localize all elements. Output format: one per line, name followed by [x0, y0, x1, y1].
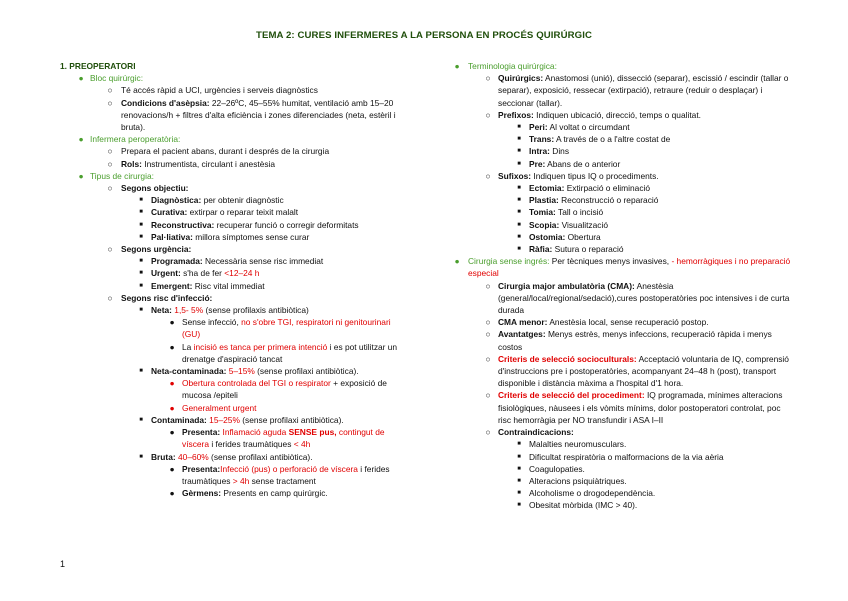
list-item: [60, 182, 400, 194]
list-item: [60, 255, 400, 267]
highlight-text: no s'obre TGI, respiratori ni genitourinari (GU): [182, 317, 391, 340]
bullet-square-icon: ■: [139, 453, 143, 460]
item-text: Instrumentista, circulant i anestèsia: [141, 158, 276, 169]
item-text: Alteracions psiquiàtriques.: [529, 475, 627, 486]
bullet-square-icon: ■: [517, 221, 521, 228]
item-label: Neta:: [151, 305, 172, 316]
bullet-square-icon: ■: [517, 490, 521, 497]
bullet-square-icon: ■: [517, 465, 521, 472]
list-item: [452, 243, 792, 255]
list-item: [60, 341, 400, 365]
item-label: Urgent:: [151, 268, 181, 279]
list-item: [60, 145, 400, 157]
item-label: Tipus de cirurgia:: [90, 170, 154, 181]
page-number: 1: [60, 559, 66, 569]
bullet-circle-icon: ○: [485, 73, 491, 84]
item-text: Reconstrucció o reparació: [558, 195, 659, 206]
bullet-square-icon: ■: [517, 160, 521, 167]
list-item: [452, 487, 792, 499]
item-label: Trans:: [529, 134, 555, 145]
highlight-text: 1,5- 5%: [171, 305, 204, 316]
bullet-square-icon: ■: [517, 246, 521, 253]
bullet-circle-icon: ○: [485, 329, 491, 340]
item-text: Coagulopaties.: [529, 463, 585, 474]
item-label: Segons urgència:: [121, 244, 192, 255]
bullet-dot-icon: ●: [169, 402, 175, 413]
highlight-text: Inflamació aguda: [220, 427, 289, 438]
item-label: Intra:: [529, 146, 550, 157]
item-text: Menys estrès, menys infeccions, recuperació ràpida i menys costos: [498, 329, 772, 352]
list-item: [452, 316, 792, 328]
highlight-text: - hemorràgiques i no preparació especial: [468, 256, 791, 279]
item-label: Programada:: [151, 256, 203, 267]
list-item: [452, 499, 792, 511]
item-text: Abans de o anterior: [545, 158, 621, 169]
item-text: Anestèsia local, sense recuperació postop.: [547, 317, 709, 328]
bullet-square-icon: ■: [517, 197, 521, 204]
item-text: Alcoholisme o drogodependència.: [529, 488, 656, 499]
list-item: [60, 377, 400, 401]
item-label: Ostomia:: [529, 231, 566, 242]
item-label: Segons objectiu:: [121, 183, 189, 194]
bullet-circle-icon: ○: [485, 427, 491, 438]
list-item: [60, 206, 400, 218]
item-label: Ectomia:: [529, 183, 565, 194]
bullet-square-icon: ■: [517, 136, 521, 143]
list-item: [60, 231, 400, 243]
list-item: [452, 451, 792, 463]
highlight-text: <12–24 h: [224, 268, 260, 279]
right-column: [452, 60, 792, 512]
item-text: millora símptomes sense curar: [192, 231, 310, 242]
item-label: Ràfia:: [529, 244, 553, 255]
item-label: Plastia:: [529, 195, 559, 206]
item-text: Anestèsia (general/local/regional/sedació),cures postoperatòries poc intensives i de curta durada: [498, 280, 790, 316]
list-item: [452, 328, 792, 352]
item-text: A través de o a l'altre costat de: [554, 134, 671, 145]
list-item: [60, 365, 400, 377]
list-item: [60, 414, 400, 426]
highlight-text: contingut de víscera: [182, 427, 385, 450]
list-item: [452, 170, 792, 182]
item-text: Anastomosi (unió), dissecció (separar), escissió / escindir (tallar o separar), exposició, ressecar (extirpació), retraure (reduir o desplaçar) i seccionar (tallar).: [498, 73, 789, 108]
item-text: Té accés ràpid a UCI, urgències i serveis diagnòstics: [121, 85, 318, 96]
highlight-text: incisió es tanca per primera intenció: [193, 341, 328, 352]
list-item: [452, 133, 792, 145]
bullet-dot-icon: ●: [169, 341, 175, 352]
item-label: Pal·liativa:: [151, 231, 193, 242]
bullet-dot-icon: ●: [169, 427, 175, 438]
item-text: Sutura o reparació: [552, 244, 624, 255]
item-label: Rols:: [121, 158, 142, 169]
bullet-circle-icon: ○: [485, 390, 491, 401]
list-item: [452, 145, 792, 157]
bullet-dot-icon: ●: [169, 378, 175, 389]
item-text: (sense profilaxi antibiòtica).: [208, 451, 313, 462]
list-item: [60, 170, 400, 182]
bullet-circle-icon: ○: [107, 85, 113, 96]
item-label: Curativa:: [151, 207, 188, 218]
bullet-square-icon: ■: [139, 221, 143, 228]
item-text: Obesitat mòrbida (IMC > 40).: [529, 500, 638, 511]
item-text: per obtenir diagnòstic: [201, 195, 284, 206]
list-item: [60, 194, 400, 206]
list-item: [452, 475, 792, 487]
bullet-dot-icon: ●: [169, 463, 175, 474]
bullet-dot-icon: ●: [78, 73, 84, 84]
item-label: Prefixos:: [498, 109, 534, 120]
bullet-square-icon: ■: [517, 453, 521, 460]
item-label: Sufixos:: [498, 170, 532, 181]
item-text: Visualització: [559, 219, 608, 230]
list-item: [452, 206, 792, 218]
bullet-dot-icon: ●: [454, 256, 460, 267]
item-text: extirpar o reparar teixit malalt: [187, 207, 299, 218]
bullet-square-icon: ■: [139, 233, 143, 240]
list-item: [60, 133, 400, 145]
item-label: Contraindicacions:: [498, 427, 574, 438]
list-item: [60, 84, 400, 96]
item-text: 22–26ºC, 45–55% humitat, ventilació amb 15–20 renovacions/h + filtres d'alta eficiència i zones diferenciades (neta, estèril i bruta).: [121, 97, 396, 133]
list-item: [452, 231, 792, 243]
item-text: (sense profilaxi antibiòtica).: [239, 414, 344, 425]
item-text: sense tractament: [249, 475, 316, 486]
list-item: [60, 219, 400, 231]
bullet-dot-icon: ●: [78, 170, 84, 181]
item-label: Presenta:: [182, 427, 221, 438]
item-text: Dificultat respiratòria o malformacions de la via aèria: [529, 451, 724, 462]
item-text: i ferides traumàtiques: [209, 439, 294, 450]
highlight-text: < 4h: [293, 439, 311, 450]
section-preoperatori: 1. PREOPERATORI: [60, 61, 136, 71]
item-text: Extirpació o eliminació: [564, 183, 651, 194]
list-item: [452, 280, 792, 317]
list-item: [60, 243, 400, 255]
item-text: Prepara el pacient abans, durant i després de la cirurgia: [121, 146, 330, 157]
list-item: [60, 451, 400, 463]
bullet-square-icon: ■: [517, 209, 521, 216]
list-item: [452, 438, 792, 450]
list-item: [452, 121, 792, 133]
item-label: Condicions d'asèpsia:: [121, 97, 210, 108]
bullet-square-icon: ■: [517, 441, 521, 448]
item-label: Criteris de selecció socioculturals:: [498, 353, 637, 364]
item-text: Risc vital immediat: [192, 280, 265, 291]
bullet-square-icon: ■: [139, 282, 143, 289]
item-text: La: [182, 341, 194, 352]
bullet-circle-icon: ○: [107, 146, 113, 157]
highlight-text: 40–60%: [175, 451, 209, 462]
left-column: [60, 60, 400, 499]
highlight-text: 15–25%: [206, 414, 240, 425]
item-label: Pre:: [529, 158, 546, 169]
item-label: Diagnòstica:: [151, 195, 202, 206]
list-item: [452, 353, 792, 390]
bullet-square-icon: ■: [517, 124, 521, 131]
item-text: i ferides traumàtiques: [182, 463, 390, 486]
item-text: Malalties neuromusculars.: [529, 439, 627, 450]
item-text: Presents en camp quirúrgic.: [221, 488, 328, 499]
item-label: Cirurgia sense ingrés:: [468, 256, 550, 267]
item-label: Reconstructiva:: [151, 219, 215, 230]
bullet-dot-icon: ●: [78, 134, 84, 145]
bullet-square-icon: ■: [139, 258, 143, 265]
item-label: Terminologia quirúrgica:: [468, 61, 557, 71]
item-text: Necessària sense risc immediat: [202, 256, 324, 267]
list-item: [452, 389, 792, 426]
list-item: [60, 402, 400, 414]
bullet-circle-icon: ○: [485, 280, 491, 291]
list-item: [452, 158, 792, 170]
list-item: [452, 72, 792, 109]
bullet-circle-icon: ○: [107, 158, 113, 169]
item-label: CMA menor:: [498, 317, 548, 328]
list-item: [452, 255, 792, 279]
item-label: Presenta:: [182, 463, 221, 474]
section-heading: [60, 60, 400, 72]
item-text: i es pot utilitzar un drenatge d'aspiració tancat: [182, 341, 398, 364]
list-item: [60, 158, 400, 170]
item-label: Contaminada:: [151, 414, 207, 425]
item-label: Tomia:: [529, 207, 556, 218]
bullet-square-icon: ■: [139, 197, 143, 204]
list-item: [60, 463, 400, 487]
list-item: [60, 72, 400, 84]
list-item: [452, 109, 792, 121]
bullet-square-icon: ■: [139, 270, 143, 277]
bullet-circle-icon: ○: [485, 170, 491, 181]
highlight-text: SENSE pus,: [288, 427, 337, 438]
bullet-dot-icon: ●: [169, 488, 175, 499]
list-item: [452, 194, 792, 206]
item-label: Peri:: [529, 122, 548, 133]
item-label: Neta-contaminada:: [151, 366, 227, 377]
bullet-square-icon: ■: [517, 477, 521, 484]
item-label: Quirúrgics:: [498, 73, 544, 84]
list-item: [452, 60, 792, 72]
list-item: [60, 304, 400, 316]
highlight-text: Infecció (pus) o perforació de víscera: [220, 463, 358, 474]
item-text: + exposició de mucosa /epiteli: [182, 378, 387, 401]
item-text: Indiquen ubicació, direcció, temps o qualitat.: [533, 109, 701, 120]
item-label: Bloc quirúrgic:: [90, 73, 144, 84]
list-item: [60, 487, 400, 499]
item-text: Acceptació voluntaria de IQ, comprensió d'instruccions pre i postoperatòries, acompanyant 24–48 h (post), transport disponible i distància màxima a l'hospital d'1 hora.: [498, 353, 789, 389]
item-text: Al voltat o circumdant: [547, 122, 630, 133]
list-item: [60, 267, 400, 279]
item-text: recuperar funció o corregir deformitats: [214, 219, 359, 230]
bullet-circle-icon: ○: [107, 292, 113, 303]
item-text: Indiquen tipus IQ o procediments.: [531, 170, 659, 181]
item-label: Bruta:: [151, 451, 176, 462]
bullet-square-icon: ■: [139, 209, 143, 216]
bullet-circle-icon: ○: [107, 97, 113, 108]
item-text: Sense infecció,: [182, 317, 242, 328]
list-item: [452, 463, 792, 475]
highlight-text: 5–15%: [226, 366, 255, 377]
highlight-text: Obertura controlada del TGI o respirator: [182, 378, 331, 389]
list-item: [60, 280, 400, 292]
list-item: [452, 182, 792, 194]
item-label: Segons risc d'infecció:: [121, 292, 213, 303]
bullet-circle-icon: ○: [485, 109, 491, 120]
item-label: Gèrmens:: [182, 488, 222, 499]
item-label: Criteris de selecció del procediment:: [498, 390, 645, 401]
item-text: (sense profilaxis antibiòtica): [203, 305, 309, 316]
bullet-dot-icon: ●: [169, 317, 175, 328]
item-label: Avantatges:: [498, 329, 546, 340]
highlight-text: > 4h: [232, 475, 250, 486]
list-item: [452, 426, 792, 438]
item-text: Per tècniques menys invasives,: [549, 256, 672, 267]
list-item: [60, 97, 400, 134]
bullet-square-icon: ■: [517, 148, 521, 155]
item-label: Cirurgia major ambulatòria (CMA):: [498, 280, 635, 291]
bullet-circle-icon: ○: [485, 317, 491, 328]
page-title: TEMA 2: CURES INFERMERES A LA PERSONA EN PROCÉS QUIRÚRGIC: [256, 30, 592, 41]
item-label: Infermera peroperatòria:: [90, 134, 181, 145]
item-label: Emergent:: [151, 280, 193, 291]
item-label: Scopia:: [529, 219, 560, 230]
list-item: [452, 219, 792, 231]
item-text: Dins: [549, 146, 570, 157]
bullet-square-icon: ■: [139, 307, 143, 314]
item-text: (sense profilaxi antibiòtica).: [254, 366, 359, 377]
bullet-dot-icon: ●: [454, 61, 460, 71]
item-text: s'ha de fer: [180, 268, 225, 279]
list-item: [60, 316, 400, 340]
bullet-square-icon: ■: [139, 416, 143, 423]
bullet-circle-icon: ○: [485, 353, 491, 364]
item-text: Obertura: [565, 231, 601, 242]
bullet-circle-icon: ○: [107, 183, 113, 194]
item-text: Tall o incisió: [555, 207, 604, 218]
bullet-square-icon: ■: [517, 185, 521, 192]
highlight-text: Generalment urgent: [182, 402, 257, 413]
list-item: [60, 426, 400, 450]
bullet-square-icon: ■: [139, 368, 143, 375]
bullet-square-icon: ■: [517, 502, 521, 509]
list-item: [60, 292, 400, 304]
item-text: IQ programada, mínimes alteracions fisiològiques, nàusees i els vòmits mínims, dolor postoperatori controlat, poc risc hemorràgia per NO transfundir i ASA I–II: [498, 390, 783, 425]
bullet-circle-icon: ○: [107, 244, 113, 255]
bullet-square-icon: ■: [517, 233, 521, 240]
